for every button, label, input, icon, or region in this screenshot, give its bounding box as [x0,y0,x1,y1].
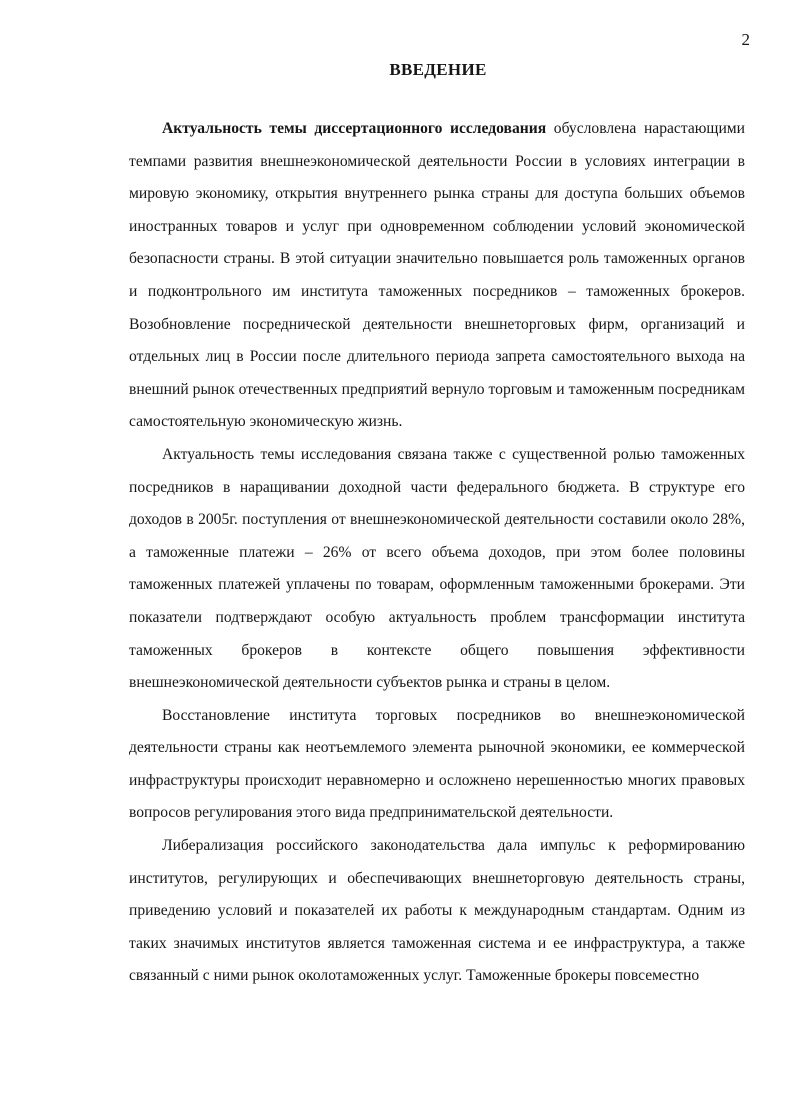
paragraph-1-text: обусловлена нарастающими темпами развития внешнеэкономической деятельности России в условиях интеграции в мировую экономику, открытия внутреннего рынка страны для доступа больших объемов иностранных товаров и услуг при одновременном соблюдении условий экономической безопасности страны. В этой ситуации значительно повышается роль таможенных органов и подконтрольного им института таможенных посредников – таможенных брокеров. Возобновление посреднической деятельности внешнеторговых фирм, организаций и отдельных лиц в России после длительного периода запрета самостоятельного выхода на внешний рынок отечественных предприятий вернуло торговым и таможенным посредникам самостоятельную экономическую жизнь. [129,120,745,431]
paragraph-1 [129,113,745,439]
page-title: ВВЕДЕНИЕ [389,60,487,79]
page-number: 2 [741,30,750,49]
document-body [129,113,745,993]
paragraph-3: Восстановление института торговых посредников во внешнеэкономической деятельности страны как неотъемлемого элемента рыночной экономики, ее коммерческой инфраструктуры происходит неравномерно и осложнено нерешенностью многих правовых вопросов регулирования этого вида предпринимательской деятельности. [129,706,745,822]
paragraph-2: Актуальность темы исследования связана также с существенной ролью таможенных посредников в наращивании доходной части федерального бюджета. В структуре его доходов в 2005г. поступления от внешнеэкономической деятельности составили около 28%, а таможенные платежи – 26% от всего объема доходов, при этом более половины таможенных платежей уплачены по товарам, оформленным таможенными брокерами. Эти показатели подтверждают особую актуальность проблем трансформации института таможенных брокеров в контексте общего повышения эффективности внешнеэкономической деятельности субъектов рынка и страны в целом. [129,445,745,692]
paragraph-1-lead: Актуальность темы диссертационного исследования [162,120,547,137]
paragraph-4: Либерализация российского законодательства дала импульс к реформированию институтов, регулирующих и обеспечивающих внешнеторговую деятельность страны, приведению условий и показателей их работы к международным стандартам. Одним из таких значимых институтов является таможенная система и ее инфраструктура, а также связанный с ними рынок околотаможенных услуг. Таможенные брокеры повсеместно [129,837,745,985]
